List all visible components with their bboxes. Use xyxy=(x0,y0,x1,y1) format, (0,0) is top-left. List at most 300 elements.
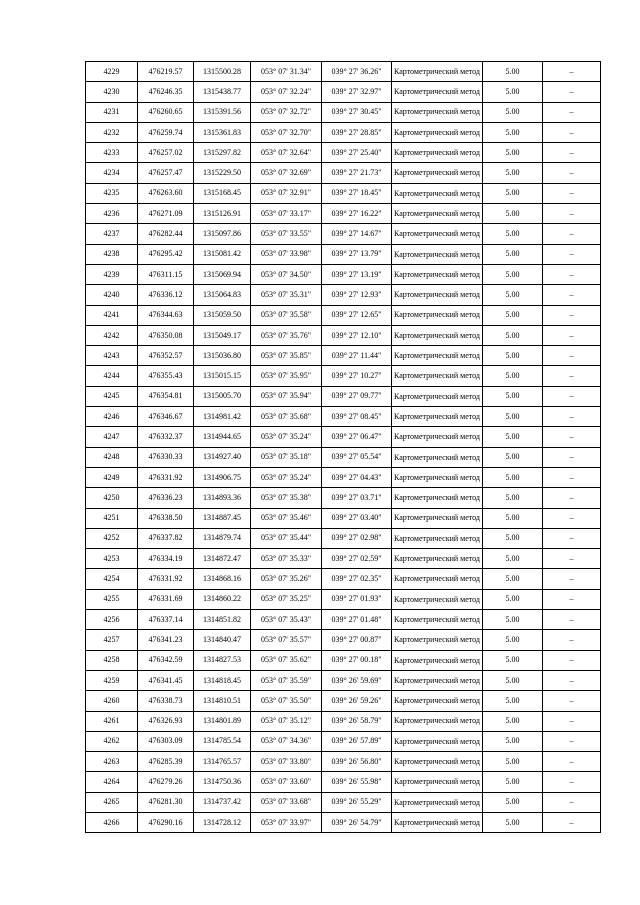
accuracy-cell: 5.00 xyxy=(483,224,543,244)
method-cell: Картометрический метод xyxy=(392,346,483,366)
latitude-cell: 053° 07' 33.68" xyxy=(251,792,322,812)
note-cell: – xyxy=(543,366,601,386)
longitude-cell: 039° 27' 36.26" xyxy=(322,62,392,82)
table-row xyxy=(86,549,601,569)
table-row xyxy=(86,82,601,102)
table-row xyxy=(86,528,601,548)
point-number-cell: 4253 xyxy=(86,549,138,569)
accuracy-cell: 5.00 xyxy=(483,204,543,224)
y-coordinate-cell: 1315059.50 xyxy=(194,305,251,325)
method-cell: Картометрический метод xyxy=(392,630,483,650)
y-coordinate-cell: 1314851.82 xyxy=(194,610,251,630)
point-number-cell: 4257 xyxy=(86,630,138,650)
accuracy-cell: 5.00 xyxy=(483,508,543,528)
note-cell: – xyxy=(543,427,601,447)
method-cell: Картометрический метод xyxy=(392,711,483,731)
y-coordinate-cell: 1315297.82 xyxy=(194,143,251,163)
longitude-cell: 039° 27' 03.40" xyxy=(322,508,392,528)
point-number-cell: 4230 xyxy=(86,82,138,102)
point-number-cell: 4250 xyxy=(86,488,138,508)
method-cell: Картометрический метод xyxy=(392,366,483,386)
accuracy-cell: 5.00 xyxy=(483,610,543,630)
y-coordinate-cell: 1315064.83 xyxy=(194,285,251,305)
y-coordinate-cell: 1314981.42 xyxy=(194,407,251,427)
accuracy-cell: 5.00 xyxy=(483,670,543,690)
point-number-cell: 4234 xyxy=(86,163,138,183)
x-coordinate-cell: 476259.74 xyxy=(138,122,194,142)
y-coordinate-cell: 1314887.45 xyxy=(194,508,251,528)
longitude-cell: 039° 27' 12.65" xyxy=(322,305,392,325)
x-coordinate-cell: 476354.81 xyxy=(138,386,194,406)
longitude-cell: 039° 26' 58.79" xyxy=(322,711,392,731)
table-row xyxy=(86,122,601,142)
longitude-cell: 039° 27' 14.67" xyxy=(322,224,392,244)
latitude-cell: 053° 07' 32.72" xyxy=(251,102,322,122)
latitude-cell: 053° 07' 35.44" xyxy=(251,528,322,548)
x-coordinate-cell: 476257.02 xyxy=(138,143,194,163)
point-number-cell: 4235 xyxy=(86,183,138,203)
method-cell: Картометрический метод xyxy=(392,772,483,792)
accuracy-cell: 5.00 xyxy=(483,549,543,569)
longitude-cell: 039° 26' 56.80" xyxy=(322,752,392,772)
longitude-cell: 039° 27' 02.98" xyxy=(322,528,392,548)
method-cell: Картометрический метод xyxy=(392,589,483,609)
longitude-cell: 039° 27' 02.35" xyxy=(322,569,392,589)
note-cell: – xyxy=(543,630,601,650)
accuracy-cell: 5.00 xyxy=(483,386,543,406)
y-coordinate-cell: 1314927.40 xyxy=(194,447,251,467)
x-coordinate-cell: 476295.42 xyxy=(138,244,194,264)
accuracy-cell: 5.00 xyxy=(483,752,543,772)
y-coordinate-cell: 1314818.45 xyxy=(194,670,251,690)
y-coordinate-cell: 1314765.57 xyxy=(194,752,251,772)
x-coordinate-cell: 476341.23 xyxy=(138,630,194,650)
latitude-cell: 053° 07' 35.25" xyxy=(251,589,322,609)
y-coordinate-cell: 1315500.28 xyxy=(194,62,251,82)
point-number-cell: 4245 xyxy=(86,386,138,406)
longitude-cell: 039° 27' 02.59" xyxy=(322,549,392,569)
table-row xyxy=(86,143,601,163)
point-number-cell: 4231 xyxy=(86,102,138,122)
accuracy-cell: 5.00 xyxy=(483,82,543,102)
note-cell: – xyxy=(543,772,601,792)
method-cell: Картометрический метод xyxy=(392,386,483,406)
note-cell: – xyxy=(543,82,601,102)
x-coordinate-cell: 476257.47 xyxy=(138,163,194,183)
point-number-cell: 4236 xyxy=(86,204,138,224)
note-cell: – xyxy=(543,752,601,772)
table-row xyxy=(86,204,601,224)
note-cell: – xyxy=(543,488,601,508)
latitude-cell: 053° 07' 35.50" xyxy=(251,691,322,711)
coordinates-table xyxy=(85,61,601,833)
table-row xyxy=(86,183,601,203)
method-cell: Картометрический метод xyxy=(392,812,483,832)
longitude-cell: 039° 27' 03.71" xyxy=(322,488,392,508)
x-coordinate-cell: 476336.12 xyxy=(138,285,194,305)
point-number-cell: 4252 xyxy=(86,528,138,548)
point-number-cell: 4239 xyxy=(86,264,138,284)
x-coordinate-cell: 476338.73 xyxy=(138,691,194,711)
point-number-cell: 4244 xyxy=(86,366,138,386)
x-coordinate-cell: 476346.67 xyxy=(138,407,194,427)
point-number-cell: 4256 xyxy=(86,610,138,630)
latitude-cell: 053° 07' 32.64" xyxy=(251,143,322,163)
table-row xyxy=(86,447,601,467)
accuracy-cell: 5.00 xyxy=(483,467,543,487)
longitude-cell: 039° 27' 16.22" xyxy=(322,204,392,224)
note-cell: – xyxy=(543,204,601,224)
method-cell: Картометрический метод xyxy=(392,610,483,630)
note-cell: – xyxy=(543,467,601,487)
longitude-cell: 039° 27' 05.54" xyxy=(322,447,392,467)
point-number-cell: 4237 xyxy=(86,224,138,244)
y-coordinate-cell: 1314868.16 xyxy=(194,569,251,589)
note-cell: – xyxy=(543,163,601,183)
method-cell: Картометрический метод xyxy=(392,285,483,305)
longitude-cell: 039° 27' 30.45" xyxy=(322,102,392,122)
latitude-cell: 053° 07' 32.69" xyxy=(251,163,322,183)
x-coordinate-cell: 476338.50 xyxy=(138,508,194,528)
table-row xyxy=(86,386,601,406)
point-number-cell: 4243 xyxy=(86,346,138,366)
method-cell: Картометрический метод xyxy=(392,224,483,244)
latitude-cell: 053° 07' 35.68" xyxy=(251,407,322,427)
point-number-cell: 4258 xyxy=(86,650,138,670)
note-cell: – xyxy=(543,224,601,244)
point-number-cell: 4242 xyxy=(86,325,138,345)
note-cell: – xyxy=(543,711,601,731)
point-number-cell: 4251 xyxy=(86,508,138,528)
note-cell: – xyxy=(543,386,601,406)
latitude-cell: 053° 07' 32.24" xyxy=(251,82,322,102)
accuracy-cell: 5.00 xyxy=(483,731,543,751)
note-cell: – xyxy=(543,589,601,609)
point-number-cell: 4248 xyxy=(86,447,138,467)
latitude-cell: 053° 07' 32.91" xyxy=(251,183,322,203)
latitude-cell: 053° 07' 33.98" xyxy=(251,244,322,264)
point-number-cell: 4264 xyxy=(86,772,138,792)
y-coordinate-cell: 1314737.42 xyxy=(194,792,251,812)
latitude-cell: 053° 07' 35.46" xyxy=(251,508,322,528)
note-cell: – xyxy=(543,670,601,690)
x-coordinate-cell: 476331.69 xyxy=(138,589,194,609)
x-coordinate-cell: 476331.92 xyxy=(138,569,194,589)
note-cell: – xyxy=(543,792,601,812)
x-coordinate-cell: 476352.57 xyxy=(138,346,194,366)
latitude-cell: 053° 07' 35.94" xyxy=(251,386,322,406)
method-cell: Картометрический метод xyxy=(392,183,483,203)
table-row xyxy=(86,589,601,609)
y-coordinate-cell: 1314944.65 xyxy=(194,427,251,447)
x-coordinate-cell: 476260.65 xyxy=(138,102,194,122)
method-cell: Картометрический метод xyxy=(392,122,483,142)
x-coordinate-cell: 476350.08 xyxy=(138,325,194,345)
table-row xyxy=(86,630,601,650)
accuracy-cell: 5.00 xyxy=(483,589,543,609)
y-coordinate-cell: 1314750.36 xyxy=(194,772,251,792)
point-number-cell: 4259 xyxy=(86,670,138,690)
accuracy-cell: 5.00 xyxy=(483,691,543,711)
note-cell: – xyxy=(543,508,601,528)
x-coordinate-cell: 476332.37 xyxy=(138,427,194,447)
accuracy-cell: 5.00 xyxy=(483,488,543,508)
accuracy-cell: 5.00 xyxy=(483,285,543,305)
note-cell: – xyxy=(543,447,601,467)
y-coordinate-cell: 1314785.54 xyxy=(194,731,251,751)
method-cell: Картометрический метод xyxy=(392,62,483,82)
table-row xyxy=(86,508,601,528)
longitude-cell: 039° 27' 10.27" xyxy=(322,366,392,386)
longitude-cell: 039° 26' 55.29" xyxy=(322,792,392,812)
x-coordinate-cell: 476263.60 xyxy=(138,183,194,203)
table-row xyxy=(86,792,601,812)
y-coordinate-cell: 1315229.50 xyxy=(194,163,251,183)
longitude-cell: 039° 27' 04.43" xyxy=(322,467,392,487)
x-coordinate-cell: 476334.19 xyxy=(138,549,194,569)
latitude-cell: 053° 07' 32.70" xyxy=(251,122,322,142)
table-row xyxy=(86,650,601,670)
method-cell: Картометрический метод xyxy=(392,731,483,751)
method-cell: Картометрический метод xyxy=(392,467,483,487)
latitude-cell: 053° 07' 35.85" xyxy=(251,346,322,366)
note-cell: – xyxy=(543,569,601,589)
x-coordinate-cell: 476337.14 xyxy=(138,610,194,630)
x-coordinate-cell: 476342.59 xyxy=(138,650,194,670)
latitude-cell: 053° 07' 33.97" xyxy=(251,812,322,832)
point-number-cell: 4263 xyxy=(86,752,138,772)
point-number-cell: 4232 xyxy=(86,122,138,142)
longitude-cell: 039° 27' 21.73" xyxy=(322,163,392,183)
note-cell: – xyxy=(543,143,601,163)
y-coordinate-cell: 1315391.56 xyxy=(194,102,251,122)
note-cell: – xyxy=(543,407,601,427)
x-coordinate-cell: 476330.33 xyxy=(138,447,194,467)
longitude-cell: 039° 27' 18.45" xyxy=(322,183,392,203)
table-row xyxy=(86,427,601,447)
longitude-cell: 039° 27' 13.19" xyxy=(322,264,392,284)
y-coordinate-cell: 1315097.86 xyxy=(194,224,251,244)
accuracy-cell: 5.00 xyxy=(483,528,543,548)
y-coordinate-cell: 1315168.45 xyxy=(194,183,251,203)
table-row xyxy=(86,670,601,690)
longitude-cell: 039° 27' 32.97" xyxy=(322,82,392,102)
note-cell: – xyxy=(543,528,601,548)
accuracy-cell: 5.00 xyxy=(483,407,543,427)
latitude-cell: 053° 07' 35.62" xyxy=(251,650,322,670)
x-coordinate-cell: 476246.35 xyxy=(138,82,194,102)
latitude-cell: 053° 07' 35.33" xyxy=(251,549,322,569)
note-cell: – xyxy=(543,549,601,569)
y-coordinate-cell: 1315005.70 xyxy=(194,386,251,406)
x-coordinate-cell: 476279.26 xyxy=(138,772,194,792)
note-cell: – xyxy=(543,650,601,670)
latitude-cell: 053° 07' 33.17" xyxy=(251,204,322,224)
longitude-cell: 039° 27' 28.85" xyxy=(322,122,392,142)
method-cell: Картометрический метод xyxy=(392,569,483,589)
y-coordinate-cell: 1314893.36 xyxy=(194,488,251,508)
longitude-cell: 039° 27' 25.40" xyxy=(322,143,392,163)
accuracy-cell: 5.00 xyxy=(483,427,543,447)
table-row xyxy=(86,346,601,366)
longitude-cell: 039° 27' 01.93" xyxy=(322,589,392,609)
accuracy-cell: 5.00 xyxy=(483,650,543,670)
method-cell: Картометрический метод xyxy=(392,407,483,427)
table-row xyxy=(86,285,601,305)
note-cell: – xyxy=(543,183,601,203)
latitude-cell: 053° 07' 34.50" xyxy=(251,264,322,284)
accuracy-cell: 5.00 xyxy=(483,346,543,366)
note-cell: – xyxy=(543,305,601,325)
method-cell: Картометрический метод xyxy=(392,691,483,711)
point-number-cell: 4254 xyxy=(86,569,138,589)
x-coordinate-cell: 476285.39 xyxy=(138,752,194,772)
method-cell: Картометрический метод xyxy=(392,670,483,690)
point-number-cell: 4265 xyxy=(86,792,138,812)
method-cell: Картометрический метод xyxy=(392,143,483,163)
longitude-cell: 039° 27' 06.47" xyxy=(322,427,392,447)
x-coordinate-cell: 476331.92 xyxy=(138,467,194,487)
note-cell: – xyxy=(543,325,601,345)
longitude-cell: 039° 27' 13.79" xyxy=(322,244,392,264)
note-cell: – xyxy=(543,244,601,264)
longitude-cell: 039° 27' 12.93" xyxy=(322,285,392,305)
method-cell: Картометрический метод xyxy=(392,325,483,345)
longitude-cell: 039° 27' 08.45" xyxy=(322,407,392,427)
method-cell: Картометрический метод xyxy=(392,305,483,325)
accuracy-cell: 5.00 xyxy=(483,244,543,264)
method-cell: Картометрический метод xyxy=(392,528,483,548)
y-coordinate-cell: 1315438.77 xyxy=(194,82,251,102)
latitude-cell: 053° 07' 35.38" xyxy=(251,488,322,508)
y-coordinate-cell: 1314872.47 xyxy=(194,549,251,569)
accuracy-cell: 5.00 xyxy=(483,122,543,142)
note-cell: – xyxy=(543,102,601,122)
longitude-cell: 039° 26' 59.69" xyxy=(322,670,392,690)
table-row xyxy=(86,691,601,711)
y-coordinate-cell: 1314801.89 xyxy=(194,711,251,731)
y-coordinate-cell: 1315015.15 xyxy=(194,366,251,386)
note-cell: – xyxy=(543,610,601,630)
longitude-cell: 039° 26' 54.79" xyxy=(322,812,392,832)
y-coordinate-cell: 1315126.91 xyxy=(194,204,251,224)
method-cell: Картометрический метод xyxy=(392,244,483,264)
note-cell: – xyxy=(543,691,601,711)
note-cell: – xyxy=(543,812,601,832)
latitude-cell: 053° 07' 35.31" xyxy=(251,285,322,305)
accuracy-cell: 5.00 xyxy=(483,62,543,82)
y-coordinate-cell: 1314827.53 xyxy=(194,650,251,670)
table-row xyxy=(86,325,601,345)
accuracy-cell: 5.00 xyxy=(483,772,543,792)
y-coordinate-cell: 1315361.83 xyxy=(194,122,251,142)
latitude-cell: 053° 07' 35.26" xyxy=(251,569,322,589)
longitude-cell: 039° 26' 55.98" xyxy=(322,772,392,792)
method-cell: Картометрический метод xyxy=(392,650,483,670)
latitude-cell: 053° 07' 33.60" xyxy=(251,772,322,792)
point-number-cell: 4249 xyxy=(86,467,138,487)
method-cell: Картометрический метод xyxy=(392,752,483,772)
longitude-cell: 039° 26' 59.26" xyxy=(322,691,392,711)
longitude-cell: 039° 27' 00.87" xyxy=(322,630,392,650)
table-row xyxy=(86,752,601,772)
latitude-cell: 053° 07' 33.55" xyxy=(251,224,322,244)
y-coordinate-cell: 1315049.17 xyxy=(194,325,251,345)
accuracy-cell: 5.00 xyxy=(483,163,543,183)
y-coordinate-cell: 1314879.74 xyxy=(194,528,251,548)
x-coordinate-cell: 476337.82 xyxy=(138,528,194,548)
note-cell: – xyxy=(543,122,601,142)
y-coordinate-cell: 1314728.12 xyxy=(194,812,251,832)
latitude-cell: 053° 07' 33.80" xyxy=(251,752,322,772)
table-row xyxy=(86,488,601,508)
table-row xyxy=(86,264,601,284)
x-coordinate-cell: 476219.57 xyxy=(138,62,194,82)
table-row xyxy=(86,244,601,264)
accuracy-cell: 5.00 xyxy=(483,812,543,832)
longitude-cell: 039° 27' 09.77" xyxy=(322,386,392,406)
x-coordinate-cell: 476341.45 xyxy=(138,670,194,690)
latitude-cell: 053° 07' 35.43" xyxy=(251,610,322,630)
y-coordinate-cell: 1314906.75 xyxy=(194,467,251,487)
table-body xyxy=(86,62,601,833)
latitude-cell: 053° 07' 34.36" xyxy=(251,731,322,751)
latitude-cell: 053° 07' 35.95" xyxy=(251,366,322,386)
point-number-cell: 4246 xyxy=(86,407,138,427)
longitude-cell: 039° 27' 01.48" xyxy=(322,610,392,630)
point-number-cell: 4266 xyxy=(86,812,138,832)
table-row xyxy=(86,467,601,487)
note-cell: – xyxy=(543,285,601,305)
method-cell: Картометрический метод xyxy=(392,427,483,447)
method-cell: Картометрический метод xyxy=(392,102,483,122)
method-cell: Картометрический метод xyxy=(392,508,483,528)
x-coordinate-cell: 476271.09 xyxy=(138,204,194,224)
longitude-cell: 039° 27' 12.10" xyxy=(322,325,392,345)
accuracy-cell: 5.00 xyxy=(483,569,543,589)
accuracy-cell: 5.00 xyxy=(483,711,543,731)
latitude-cell: 053° 07' 35.24" xyxy=(251,467,322,487)
x-coordinate-cell: 476303.09 xyxy=(138,731,194,751)
method-cell: Картометрический метод xyxy=(392,204,483,224)
latitude-cell: 053° 07' 31.34" xyxy=(251,62,322,82)
point-number-cell: 4240 xyxy=(86,285,138,305)
table-row xyxy=(86,224,601,244)
y-coordinate-cell: 1314840.47 xyxy=(194,630,251,650)
x-coordinate-cell: 476282.44 xyxy=(138,224,194,244)
table-row xyxy=(86,62,601,82)
note-cell: – xyxy=(543,731,601,751)
table-row xyxy=(86,569,601,589)
table-row xyxy=(86,731,601,751)
point-number-cell: 4229 xyxy=(86,62,138,82)
point-number-cell: 4255 xyxy=(86,589,138,609)
point-number-cell: 4261 xyxy=(86,711,138,731)
method-cell: Картометрический метод xyxy=(392,264,483,284)
method-cell: Картометрический метод xyxy=(392,447,483,467)
latitude-cell: 053° 07' 35.59" xyxy=(251,670,322,690)
x-coordinate-cell: 476290.16 xyxy=(138,812,194,832)
method-cell: Картометрический метод xyxy=(392,82,483,102)
note-cell: – xyxy=(543,62,601,82)
accuracy-cell: 5.00 xyxy=(483,102,543,122)
accuracy-cell: 5.00 xyxy=(483,366,543,386)
accuracy-cell: 5.00 xyxy=(483,264,543,284)
point-number-cell: 4241 xyxy=(86,305,138,325)
table-row xyxy=(86,812,601,832)
x-coordinate-cell: 476311.15 xyxy=(138,264,194,284)
table-row xyxy=(86,366,601,386)
